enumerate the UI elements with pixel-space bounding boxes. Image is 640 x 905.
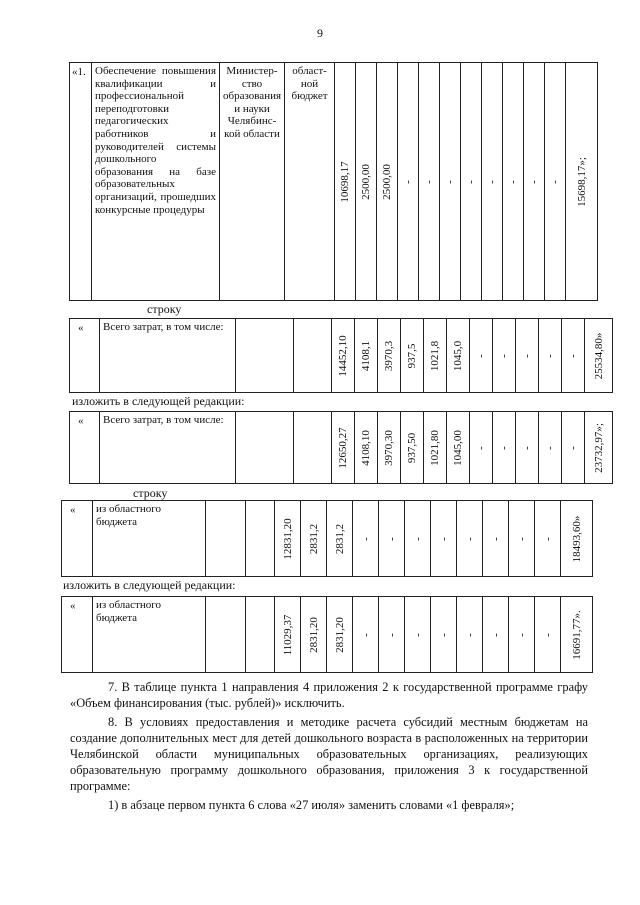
value: 3970,3	[383, 340, 395, 371]
value-cell	[424, 412, 447, 484]
value: -	[437, 632, 450, 637]
value: -	[541, 536, 554, 541]
value: -	[498, 445, 510, 450]
value-cell	[539, 412, 562, 484]
value: -	[463, 632, 476, 637]
value: -	[507, 179, 520, 184]
caption-line: изложить в следующей редакции:	[63, 578, 236, 592]
caption-line: изложить в следующей редакции:	[72, 394, 245, 408]
table-total-new	[69, 411, 613, 484]
value: -	[515, 536, 528, 541]
row-executor: Министер-ство образования и науки Челябинс-кой области	[220, 63, 285, 301]
value-cell	[379, 597, 405, 673]
value-cell	[401, 412, 424, 484]
empty-cell	[236, 412, 294, 484]
value: -	[359, 536, 372, 541]
value: 2500,00	[381, 163, 394, 200]
value-cell	[461, 63, 482, 301]
value-cell	[447, 319, 470, 393]
value: 12831,20	[281, 517, 294, 560]
table-total-old	[69, 318, 613, 393]
row-description: Всего затрат, в том числе:	[100, 412, 236, 484]
total-cell	[561, 597, 593, 673]
value: 937,50	[406, 432, 418, 463]
value: -	[515, 632, 528, 637]
value-cell	[509, 501, 535, 577]
value: -	[385, 632, 398, 637]
value: 10698,17	[339, 160, 352, 203]
value-cell	[509, 597, 535, 673]
value: -	[498, 353, 510, 358]
value-cell	[431, 501, 457, 577]
value: 1045,00	[452, 429, 464, 466]
value-cell	[301, 597, 327, 673]
value-cell	[356, 63, 377, 301]
empty-cell	[206, 501, 246, 577]
value: 1021,80	[429, 429, 441, 466]
total-value: 23732,97»;	[592, 422, 605, 473]
value-cell	[503, 63, 524, 301]
value: -	[489, 632, 502, 637]
value-cell	[355, 412, 378, 484]
value-cell	[301, 501, 327, 577]
value-cell	[562, 412, 585, 484]
value-cell	[405, 501, 431, 577]
value: -	[521, 353, 533, 358]
value-cell	[355, 319, 378, 393]
empty-cell	[246, 501, 275, 577]
body-text	[70, 679, 588, 813]
value-cell	[516, 412, 539, 484]
paragraph: 1) в абзаце первом пункта 6 слова «27 июля» заменить словами «1 февраля»;	[108, 798, 515, 812]
value-cell	[419, 63, 440, 301]
value-cell	[524, 63, 545, 301]
caption-line: строку	[133, 486, 168, 500]
value-cell	[332, 319, 355, 393]
value: -	[475, 445, 487, 450]
total-cell	[561, 501, 593, 577]
value-cell	[516, 319, 539, 393]
value-cell	[545, 63, 566, 301]
value-cell	[482, 63, 503, 301]
total-cell	[566, 63, 598, 301]
value: -	[402, 179, 415, 184]
value: -	[541, 632, 554, 637]
total-value: 25534,80»	[592, 332, 605, 379]
value: -	[423, 179, 436, 184]
value: 937,5	[406, 343, 418, 368]
caption-line: строку	[147, 302, 182, 316]
empty-cell	[246, 597, 275, 673]
empty-cell	[206, 597, 246, 673]
value: -	[437, 536, 450, 541]
value: 12650,27	[337, 426, 349, 469]
value: -	[549, 179, 562, 184]
value-cell	[405, 597, 431, 673]
value: 2831,20	[333, 616, 346, 653]
value: -	[465, 179, 478, 184]
value-cell	[377, 63, 398, 301]
value-cell	[457, 597, 483, 673]
value: -	[489, 536, 502, 541]
row-quote: «	[62, 597, 93, 673]
value-cell	[470, 319, 493, 393]
row-quote: «	[62, 501, 93, 577]
value-cell	[562, 319, 585, 393]
value-cell	[447, 412, 470, 484]
row-description: из областного бюджета	[93, 501, 206, 577]
value: 14452,10	[337, 334, 349, 377]
value: 11029,37	[281, 614, 294, 655]
row-funding-source: област-ной бюджет	[285, 63, 335, 301]
table-activity-1	[69, 62, 598, 301]
value: -	[486, 179, 499, 184]
value-cell	[470, 412, 493, 484]
value-cell	[539, 319, 562, 393]
value: -	[521, 445, 533, 450]
value: 2831,2	[307, 523, 320, 554]
total-cell	[585, 412, 613, 484]
row-quote: «1.	[70, 63, 92, 301]
value-cell	[483, 597, 509, 673]
value-cell	[275, 597, 301, 673]
value: 1021,8	[429, 340, 441, 371]
table-regional-new	[61, 596, 593, 673]
value-cell	[379, 501, 405, 577]
value: 4108,1	[360, 340, 372, 371]
value: -	[411, 536, 424, 541]
value: 1045,0	[452, 340, 464, 371]
value-cell	[398, 63, 419, 301]
value: -	[544, 353, 556, 358]
value: 2831,20	[307, 616, 320, 653]
value-cell	[535, 597, 561, 673]
value-cell	[335, 63, 356, 301]
value-cell	[535, 501, 561, 577]
total-value: 15698,17»;	[575, 156, 588, 207]
value-cell	[353, 501, 379, 577]
value-cell	[493, 412, 516, 484]
value: 3970,30	[383, 429, 395, 466]
value-cell	[327, 597, 353, 673]
table-regional-old	[61, 500, 593, 577]
total-value: 18493,60»	[570, 515, 583, 562]
value-cell	[378, 319, 401, 393]
paragraph: 7. В таблице пункта 1 направления 4 приложения 2 к государственной программе графу «Объем финансирования (тыс. рублей)» исключить.	[70, 680, 588, 710]
value-cell	[483, 501, 509, 577]
page-number: 9	[317, 26, 323, 40]
empty-cell	[236, 319, 294, 393]
value-cell	[440, 63, 461, 301]
paragraph: 8. В условиях предоставления и методике расчета субсидий местным бюджетам на создание дополнительных мест для детей дошкольного возраста в расположенных на территории Челябинской области муниципальных образовательных организациях, реализующих образовательную программу дошкольного образования, приложения 3 к государственной программе:	[70, 715, 588, 793]
value: 2831,2	[333, 523, 346, 554]
total-value: 16691,77».	[570, 609, 583, 660]
value-cell	[493, 319, 516, 393]
value: -	[544, 445, 556, 450]
value-cell	[424, 319, 447, 393]
value-cell	[353, 597, 379, 673]
value: -	[463, 536, 476, 541]
total-cell	[585, 319, 613, 393]
value-cell	[401, 319, 424, 393]
value: -	[444, 179, 457, 184]
row-quote: «	[70, 319, 100, 393]
value: 2500,00	[360, 163, 373, 200]
value: -	[385, 536, 398, 541]
value: -	[411, 632, 424, 637]
row-description: из областного бюджета	[93, 597, 206, 673]
empty-cell	[294, 319, 332, 393]
value-cell	[332, 412, 355, 484]
empty-cell	[294, 412, 332, 484]
value-cell	[457, 501, 483, 577]
value-cell	[327, 501, 353, 577]
value: -	[475, 353, 487, 358]
value-cell	[378, 412, 401, 484]
value: -	[528, 179, 541, 184]
value: -	[359, 632, 372, 637]
value: -	[567, 445, 579, 450]
row-quote: «	[70, 412, 100, 484]
value-cell	[431, 597, 457, 673]
row-description: Обеспечение повышения квалификации и профессиональной переподготовки педагогических работников и руководителей системы дошкольного образования на базе образовательных организаций, прошедших конкурсные процедуры	[92, 63, 220, 301]
value: -	[567, 353, 579, 358]
value: 4108,10	[360, 429, 372, 466]
row-description: Всего затрат, в том числе:	[100, 319, 236, 393]
value-cell	[275, 501, 301, 577]
